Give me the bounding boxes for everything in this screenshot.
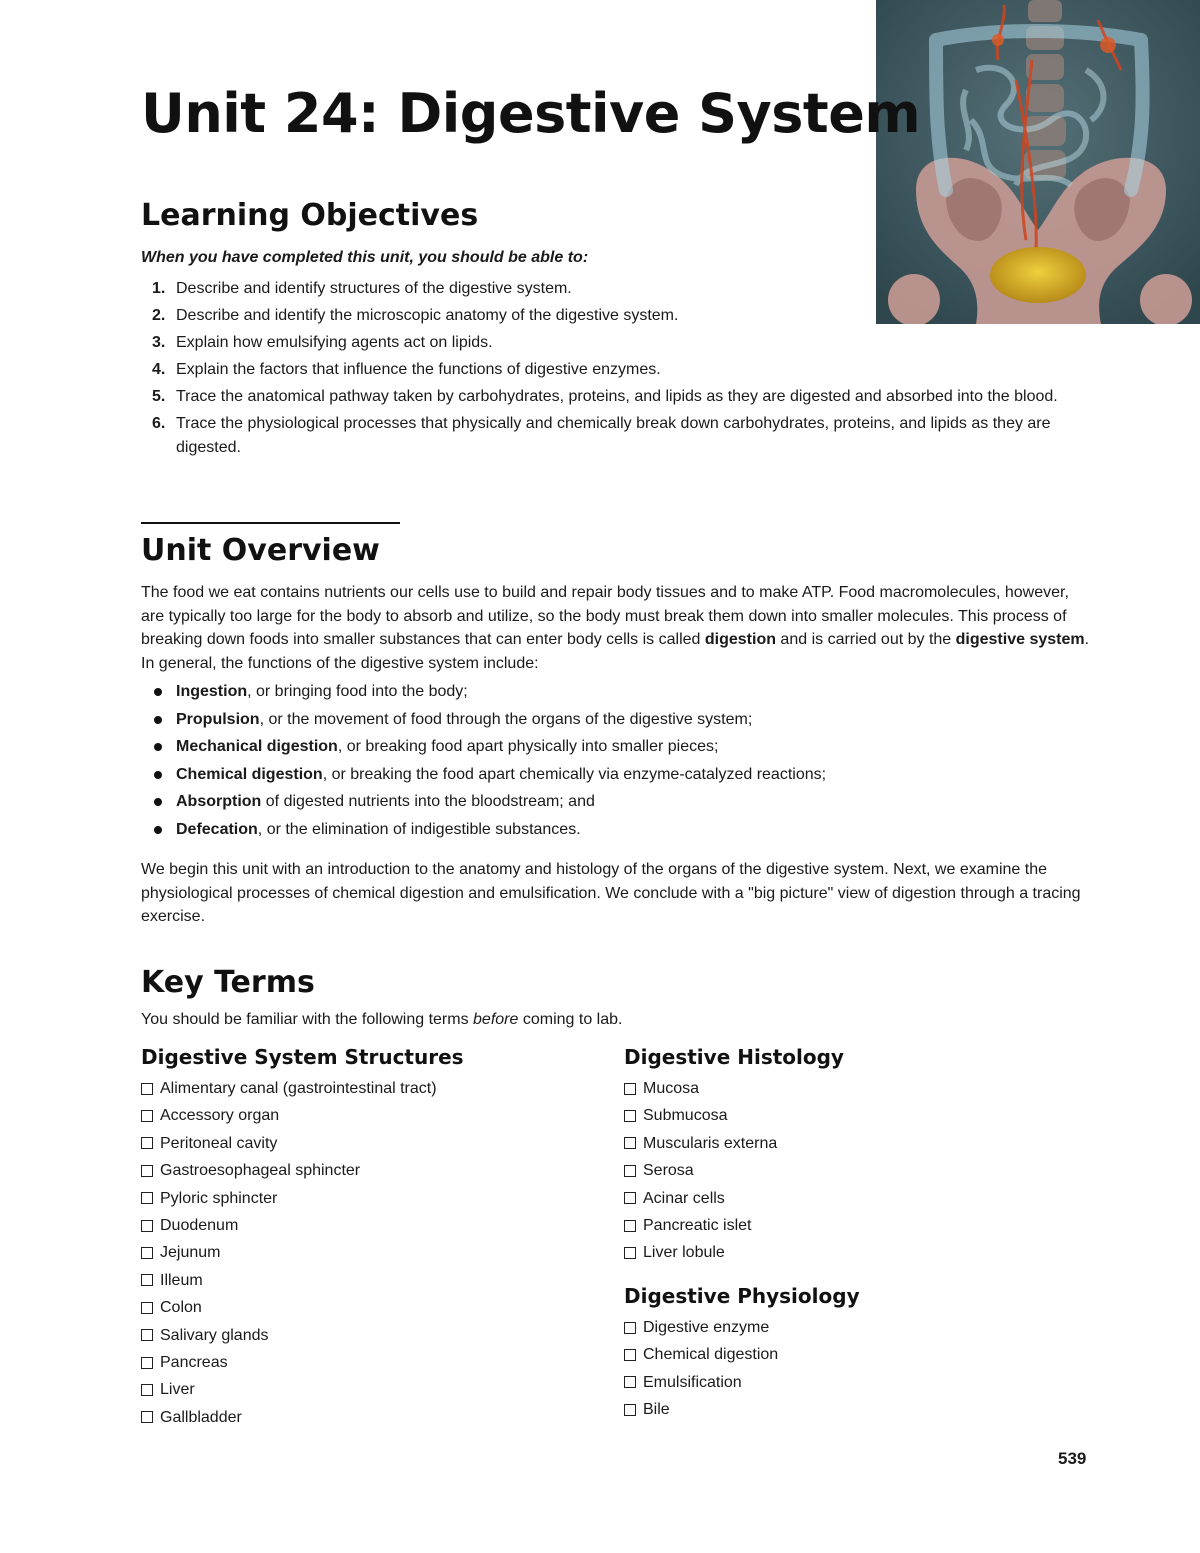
function-term: Ingestion bbox=[176, 683, 248, 700]
term-label: Peritoneal cavity bbox=[160, 1134, 278, 1152]
checklist-item[interactable] bbox=[141, 1294, 437, 1321]
overview-text: . In general, the functions of the digestive system include: bbox=[141, 631, 1090, 672]
checklist-item[interactable] bbox=[624, 1157, 777, 1184]
overview-text: and is carried out by the bbox=[775, 631, 956, 648]
anatomy-illustration bbox=[876, 0, 1200, 324]
key-terms-intro bbox=[141, 1008, 1096, 1032]
term-label: Pancreas bbox=[160, 1353, 228, 1371]
checkbox-icon[interactable] bbox=[141, 1110, 153, 1122]
function-description: , or the elimination of indigestible substances. bbox=[257, 820, 581, 838]
checkbox-icon[interactable] bbox=[624, 1192, 636, 1204]
list-item bbox=[141, 412, 1091, 459]
function-description: , or breaking food apart physically into smaller pieces; bbox=[337, 738, 719, 755]
physiology-heading: Digestive Physiology bbox=[624, 1284, 860, 1308]
objective-text: Trace the physiological processes that physically and chemically break down carbohydrates, proteins, and lipids as they are digested. bbox=[176, 415, 1051, 456]
list-item bbox=[141, 818, 1091, 842]
list-item bbox=[141, 763, 1091, 787]
list-item bbox=[141, 385, 1091, 409]
checkbox-icon[interactable] bbox=[141, 1083, 153, 1095]
objective-text: Trace the anatomical pathway taken by carbohydrates, proteins, and lipids as they are digested and absorbed into the blood. bbox=[176, 388, 1058, 405]
function-term: Mechanical digestion bbox=[176, 738, 338, 755]
histology-heading: Digestive Histology bbox=[624, 1045, 844, 1069]
checklist-item[interactable] bbox=[624, 1341, 778, 1368]
checklist-item[interactable] bbox=[624, 1075, 777, 1102]
objective-text: Describe and identify the microscopic anatomy of the digestive system. bbox=[176, 307, 679, 324]
checkbox-icon[interactable] bbox=[141, 1192, 153, 1204]
term-label: Accessory organ bbox=[160, 1107, 280, 1125]
checklist-item[interactable] bbox=[141, 1349, 437, 1376]
checkbox-icon[interactable] bbox=[141, 1302, 153, 1314]
function-description: , or bringing food into the body; bbox=[247, 683, 468, 700]
checkbox-icon[interactable] bbox=[141, 1247, 153, 1259]
list-item bbox=[141, 680, 1091, 704]
list-item bbox=[141, 277, 1091, 301]
term-label: Gastroesophageal sphincter bbox=[160, 1162, 361, 1180]
checklist-item[interactable] bbox=[141, 1322, 437, 1349]
item-number: 2. bbox=[152, 307, 166, 324]
checkbox-icon[interactable] bbox=[624, 1137, 636, 1149]
checkbox-icon[interactable] bbox=[624, 1110, 636, 1122]
checkbox-icon[interactable] bbox=[624, 1083, 636, 1095]
checklist-item[interactable] bbox=[624, 1239, 777, 1266]
checkbox-icon[interactable] bbox=[624, 1220, 636, 1232]
structures-checklist bbox=[141, 1075, 437, 1431]
overview-paragraph bbox=[141, 581, 1096, 675]
functions-list bbox=[141, 680, 1091, 845]
list-item bbox=[141, 358, 1091, 382]
checklist-item[interactable] bbox=[141, 1239, 437, 1266]
checklist-item[interactable] bbox=[624, 1185, 777, 1212]
checklist-item[interactable] bbox=[141, 1404, 437, 1431]
term-label: Emulsification bbox=[643, 1373, 742, 1391]
intro-emphasis: before bbox=[473, 1011, 519, 1028]
function-term: Chemical digestion bbox=[176, 765, 323, 783]
checkbox-icon[interactable] bbox=[624, 1376, 636, 1388]
term-label: Digestive enzyme bbox=[643, 1319, 770, 1336]
checklist-item[interactable] bbox=[141, 1212, 437, 1239]
learning-objectives-heading: Learning Objectives bbox=[141, 198, 479, 233]
term-label: Serosa bbox=[643, 1162, 694, 1180]
checklist-item[interactable] bbox=[141, 1267, 437, 1294]
intro-text: coming to lab. bbox=[518, 1011, 623, 1028]
objectives-list bbox=[141, 277, 1091, 463]
term-label: Acinar cells bbox=[643, 1189, 725, 1207]
unit-title: Unit 24: Digestive System bbox=[141, 82, 921, 145]
term-digestion: digestion bbox=[704, 631, 776, 648]
term-label: Duodenum bbox=[160, 1216, 239, 1234]
checkbox-icon[interactable] bbox=[624, 1247, 636, 1259]
function-description: , or breaking the food apart chemically via enzyme-catalyzed reactions; bbox=[322, 765, 827, 783]
term-label: Illeum bbox=[160, 1271, 203, 1289]
function-term: Defecation bbox=[176, 820, 258, 838]
checklist-item[interactable] bbox=[624, 1314, 778, 1341]
function-term: Propulsion bbox=[176, 710, 260, 728]
term-label: Chemical digestion bbox=[643, 1346, 779, 1364]
checklist-item[interactable] bbox=[624, 1130, 777, 1157]
term-label: Liver bbox=[160, 1381, 195, 1399]
item-number: 6. bbox=[152, 415, 166, 432]
structures-heading: Digestive System Structures bbox=[141, 1045, 464, 1069]
checkbox-icon[interactable] bbox=[624, 1349, 636, 1361]
checkbox-icon[interactable] bbox=[141, 1411, 153, 1423]
function-description: , or the movement of food through the organs of the digestive system; bbox=[259, 710, 753, 728]
list-item bbox=[141, 790, 1091, 814]
intro-text: You should be familiar with the following terms bbox=[141, 1011, 474, 1028]
checklist-item[interactable] bbox=[624, 1396, 778, 1423]
function-description: of digested nutrients into the bloodstream; and bbox=[261, 793, 595, 810]
objective-text: Describe and identify structures of the digestive system. bbox=[176, 280, 572, 297]
overview-text: The food we eat contains nutrients our cells use to build and repair body tissues and to make ATP. Food macromolecules, however, are typically too large for the body to absorb and utilize, so the body must break them down into smaller molecules. This process of breaking down foods into smaller substances that can enter body cells is called bbox=[141, 584, 1069, 648]
checkbox-icon[interactable] bbox=[141, 1357, 153, 1369]
physiology-checklist bbox=[624, 1314, 778, 1424]
checkbox-icon[interactable] bbox=[141, 1220, 153, 1232]
checklist-item[interactable] bbox=[141, 1157, 437, 1184]
term-label: Submucosa bbox=[643, 1107, 728, 1125]
objective-text: Explain the factors that influence the functions of digestive enzymes. bbox=[176, 361, 661, 378]
checkbox-icon[interactable] bbox=[141, 1165, 153, 1177]
list-item bbox=[141, 708, 1091, 732]
checkbox-icon[interactable] bbox=[624, 1322, 636, 1334]
page-number: 539 bbox=[1058, 1449, 1087, 1468]
term-label: Muscularis externa bbox=[643, 1134, 778, 1152]
objective-text: Explain how emulsifying agents act on lipids. bbox=[176, 334, 493, 351]
checklist-item[interactable] bbox=[141, 1102, 437, 1129]
key-terms-heading: Key Terms bbox=[141, 965, 315, 1000]
checkbox-icon[interactable] bbox=[624, 1404, 636, 1416]
overview-closing-paragraph: We begin this unit with an introduction to the anatomy and histology of the organs of the digestive system. Next, we examine the physiological processes of chemical digestion and emulsification. We conclude with a "big picture" view of digestion through a tracing exercise. bbox=[141, 861, 1081, 925]
checklist-item[interactable] bbox=[624, 1102, 777, 1129]
item-number: 5. bbox=[152, 388, 166, 405]
term-label: Mucosa bbox=[643, 1080, 700, 1097]
item-number: 3. bbox=[152, 334, 166, 351]
list-item bbox=[141, 735, 1091, 759]
checklist-item[interactable] bbox=[141, 1130, 437, 1157]
checkbox-icon[interactable] bbox=[141, 1274, 153, 1286]
checkbox-icon[interactable] bbox=[141, 1384, 153, 1396]
checklist-item[interactable] bbox=[141, 1185, 437, 1212]
objectives-intro: When you have completed this unit, you should be able to: bbox=[141, 249, 589, 266]
item-number: 4. bbox=[152, 361, 166, 378]
term-digestive-system: digestive system bbox=[955, 631, 1085, 648]
histology-checklist bbox=[624, 1075, 777, 1267]
term-label: Alimentary canal (gastrointestinal tract) bbox=[160, 1080, 437, 1097]
list-item bbox=[141, 331, 1091, 355]
checklist-item[interactable] bbox=[624, 1369, 778, 1396]
checklist-item[interactable] bbox=[141, 1376, 437, 1403]
term-label: Salivary glands bbox=[160, 1326, 269, 1344]
checkbox-icon[interactable] bbox=[141, 1329, 153, 1341]
checkbox-icon[interactable] bbox=[141, 1137, 153, 1149]
term-label: Colon bbox=[160, 1299, 202, 1317]
term-label: Liver lobule bbox=[643, 1244, 725, 1262]
checklist-item[interactable] bbox=[141, 1075, 437, 1102]
term-label: Bile bbox=[643, 1401, 670, 1419]
term-label: Pancreatic islet bbox=[643, 1216, 752, 1234]
item-number: 1. bbox=[152, 280, 166, 297]
section-divider bbox=[141, 522, 400, 524]
checkbox-icon[interactable] bbox=[624, 1165, 636, 1177]
term-label: Gallbladder bbox=[160, 1408, 242, 1426]
unit-overview-heading: Unit Overview bbox=[141, 533, 380, 568]
function-term: Absorption bbox=[176, 793, 262, 810]
checklist-item[interactable] bbox=[624, 1212, 777, 1239]
term-label: Jejunum bbox=[160, 1244, 221, 1262]
list-item bbox=[141, 304, 1091, 328]
term-label: Pyloric sphincter bbox=[160, 1189, 278, 1207]
